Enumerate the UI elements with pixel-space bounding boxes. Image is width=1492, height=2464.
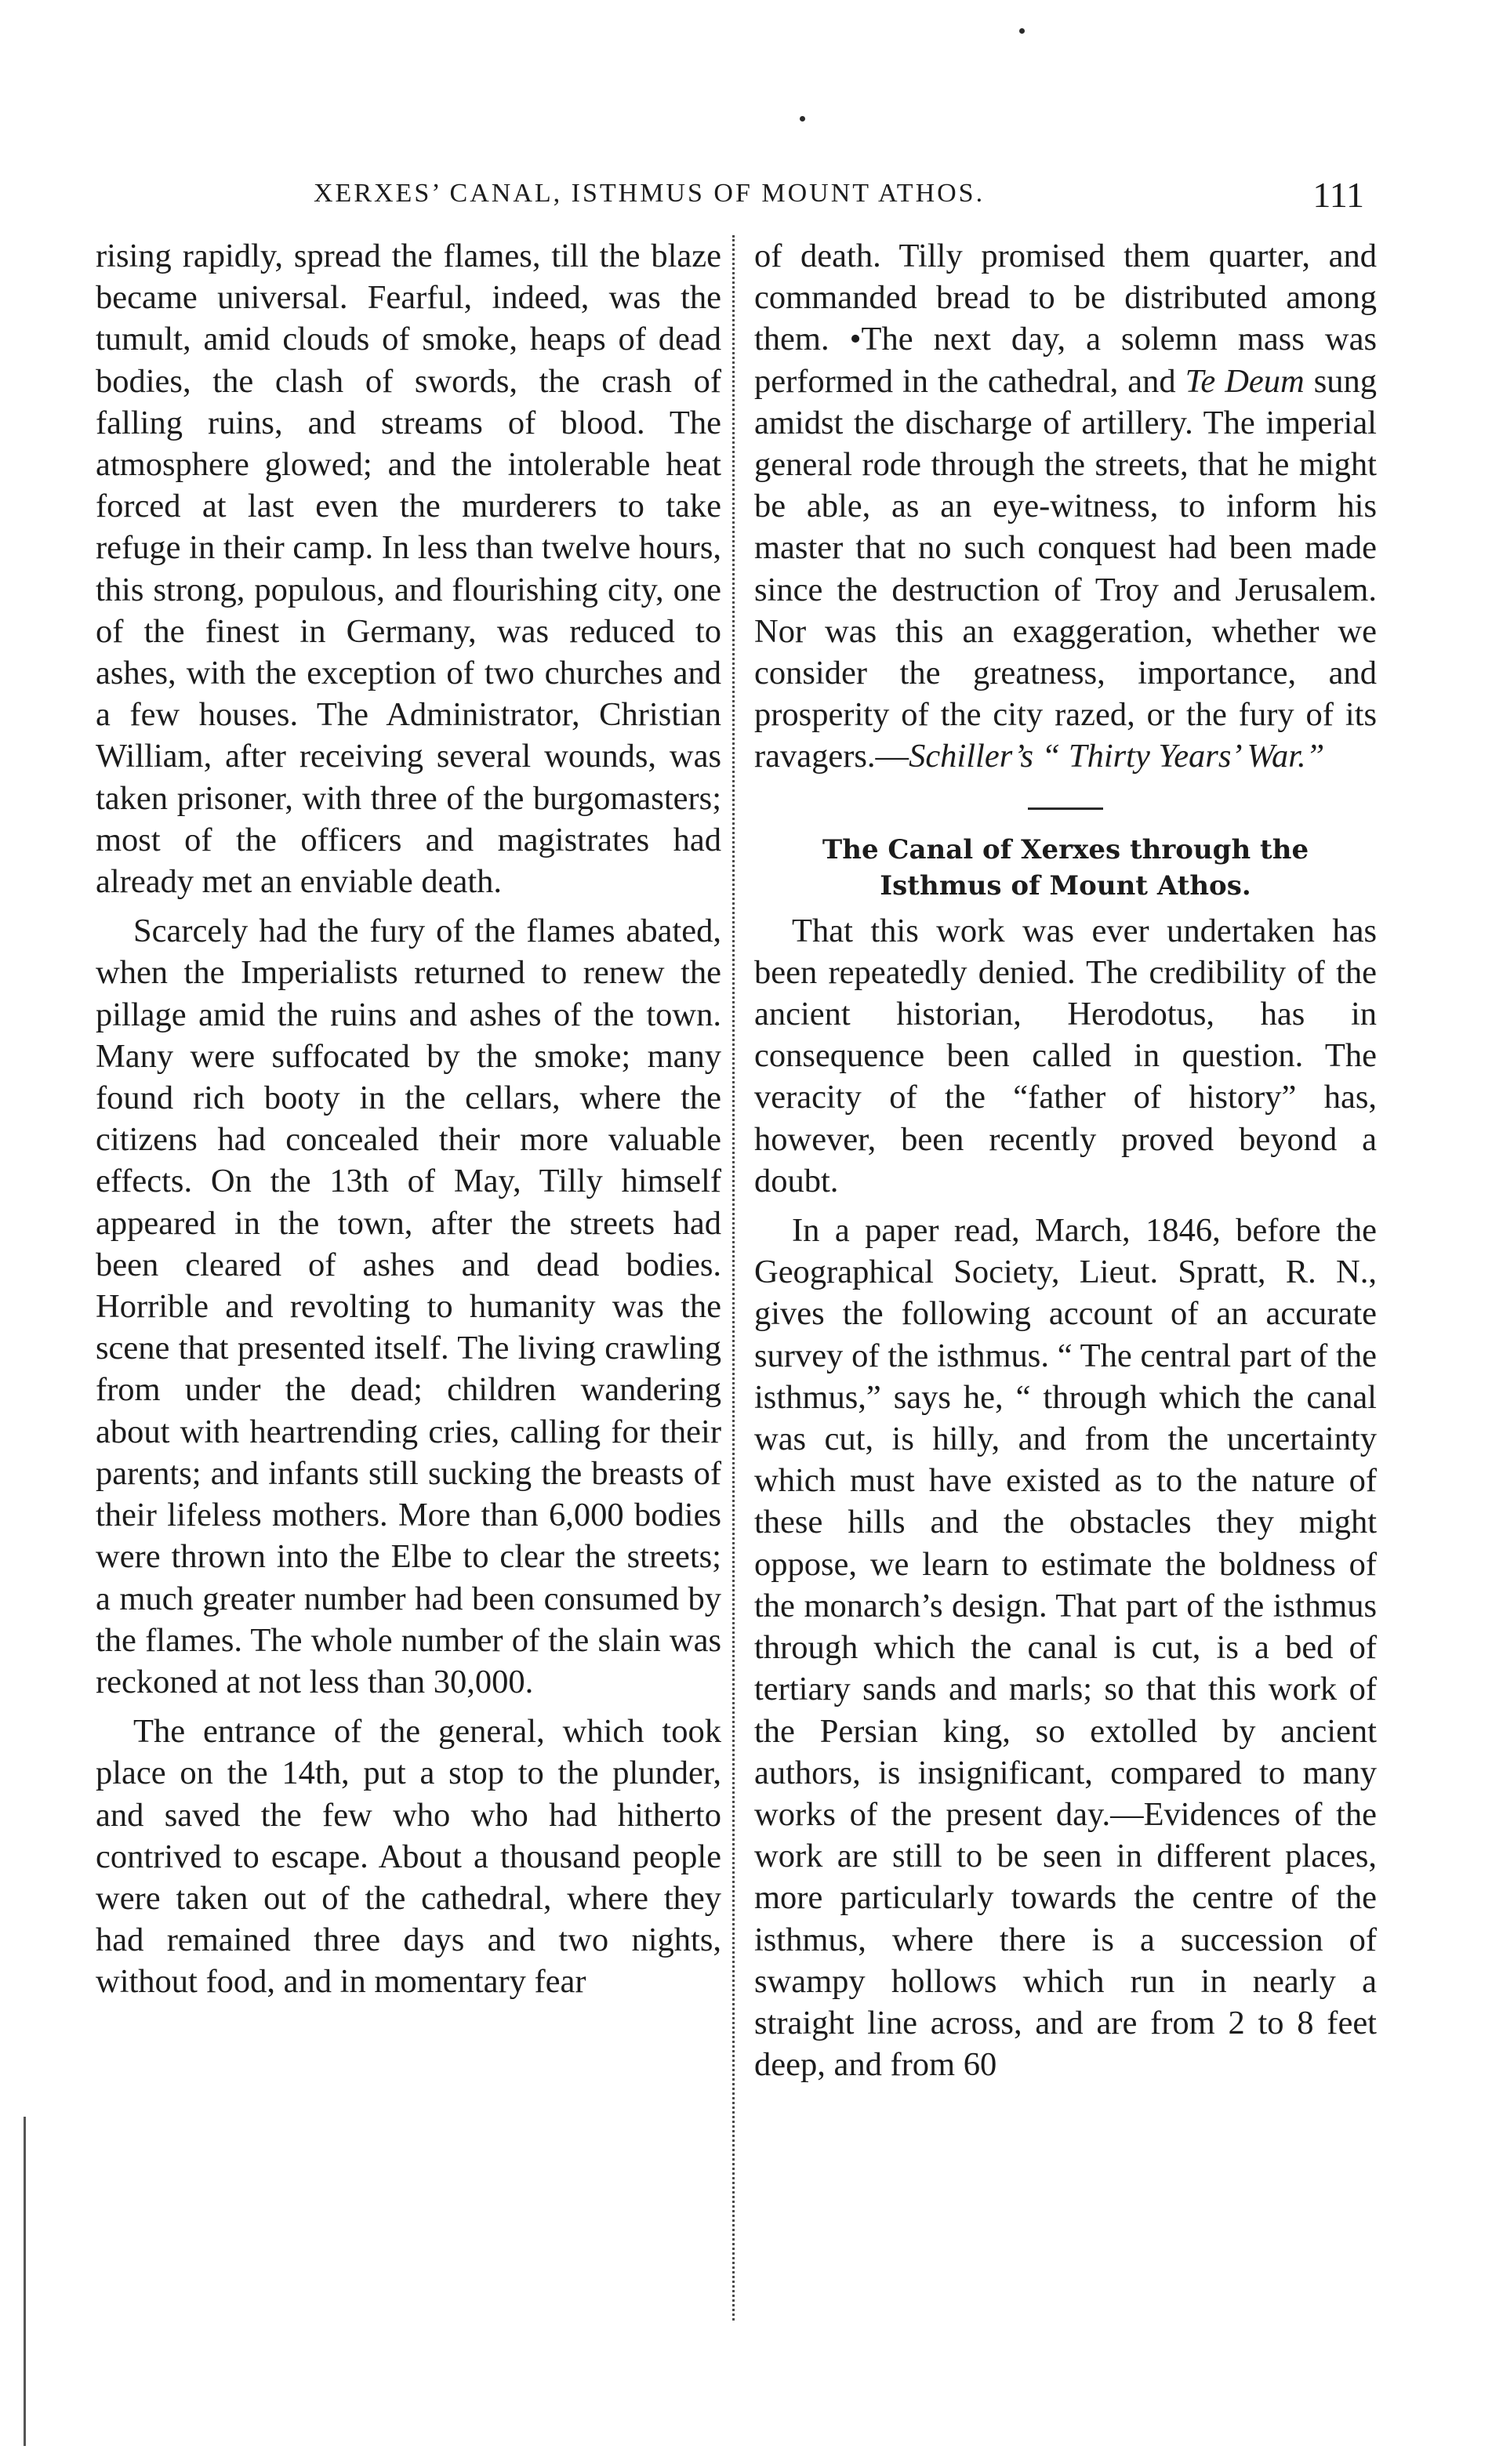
- page-number: 111: [1312, 175, 1364, 215]
- citation: Schiller’s “ Thirty Years’ War.”: [909, 738, 1325, 775]
- section-heading-line: Isthmus of Mount Athos.: [880, 869, 1251, 902]
- ink-speck: [800, 116, 805, 122]
- section-heading: [754, 832, 1377, 904]
- left-column: [96, 235, 721, 2003]
- text-run: of death. Tilly promised them quarter, and commanded bread to be distributed among them. •The next day, a solemn mass was performed in the cathedral, and: [754, 238, 1377, 400]
- latin-phrase: Te Deum: [1185, 362, 1305, 400]
- paragraph-continuation: [754, 235, 1377, 778]
- running-title: XERXES’ CANAL, ISTHMUS OF MOUNT ATHOS.: [314, 179, 986, 208]
- paragraph: That this work was ever undertaken has been repeatedly denied. The credibility of the ancient historian, Herodotus, has in consequence been called in question. The veracity of the “father of history” has, however, been recently proved beyond a doubt.: [754, 912, 1377, 1199]
- running-head: [314, 174, 1364, 221]
- right-column: [754, 235, 1377, 2085]
- page-edge-line: [24, 2117, 26, 2446]
- ink-speck: [1019, 28, 1025, 34]
- paragraph: rising rapidly, spread the flames, till the blaze became universal. Fearful, indeed, was the tumult, amid clouds of smoke, heaps of dead bodies, the clash of swords, the crash of falling ruins, and streams of blood. The atmosphere glowed; and the intolerable heat forced at last even the murderers to take refuge in their camp. In less than twelve hours, this strong, populous, and flourishing city, one of the finest in Germany, was reduced to ashes, with the exception of two churches and a few houses. The Administrator, Christian William, after receiving several wounds, was taken prisoner, with three of the burgomasters; most of the officers and magistrates had already met an enviable death.: [96, 238, 721, 901]
- paragraph: Scarcely had the fury of the flames abated, when the Imperialists returned to renew the pillage amid the ruins and ashes of the town. Many were suffocated by the smoke; many found rich booty in the cellars, where the citizens had concealed their more valuable effects. On the 13th of May, Tilly himself appeared in the town, after the streets had been cleared of ashes and dead bodies. Horrible and revolting to humanity was the scene that presented itself. The living crawling from under the dead; children wandering about with heartrending cries, calling for their parents; and infants still sucking the breasts of their lifeless mothers. More than 6,000 bodies were thrown into the Elbe to clear the streets; a much greater number had been consumed by the flames. The whole number of the slain was reckoned at not less than 30,000.: [96, 913, 721, 1700]
- column-divider: [732, 235, 735, 2321]
- section-separator: [1028, 807, 1103, 810]
- text-run: sung amidst the discharge of artillery. The imperial general rode through the streets, that he might be able, as an eye-witness, to inform his master that no such conquest had been made since the destruction of Troy and Jerusalem. Nor was this an exaggeration, whether we consider the greatness, importance, and prosperity of the city razed, or the fury of its ravagers.—: [754, 362, 1378, 775]
- paragraph: The entrance of the general, which took place on the 14th, put a stop to the plunder, and saved the few who who had hitherto contrived to escape. About a thousand people were taken out of the cathedral, where they had remained three days and two nights, without food, and in momentary fear: [96, 1713, 721, 2001]
- paragraph: In a paper read, March, 1846, before the Geographical Society, Lieut. Spratt, R. N., gives the following account of an accurate survey of the isthmus. “ The central part of the isthmus,” says he, “ through which the canal was cut, is hilly, and from the uncertainty which must have existed as to the nature of these hills and the obstacles they might oppose, we learn to estimate the boldness of the monarch’s design. That part of the isthmus through which the canal is cut, is a bed of tertiary sands and marls; so that this work of the Persian king, so extolled by ancient authors, is insignificant, compared to many works of the present day.—Evidences of the work are still to be seen in different places, more particularly towards the centre of the isthmus, where there is a succession of swampy hollows which run in nearly a straight line across, and are from 2 to 8 feet deep, and from 60: [754, 1212, 1377, 2084]
- section-heading-line: The Canal of Xerxes through the: [822, 833, 1309, 865]
